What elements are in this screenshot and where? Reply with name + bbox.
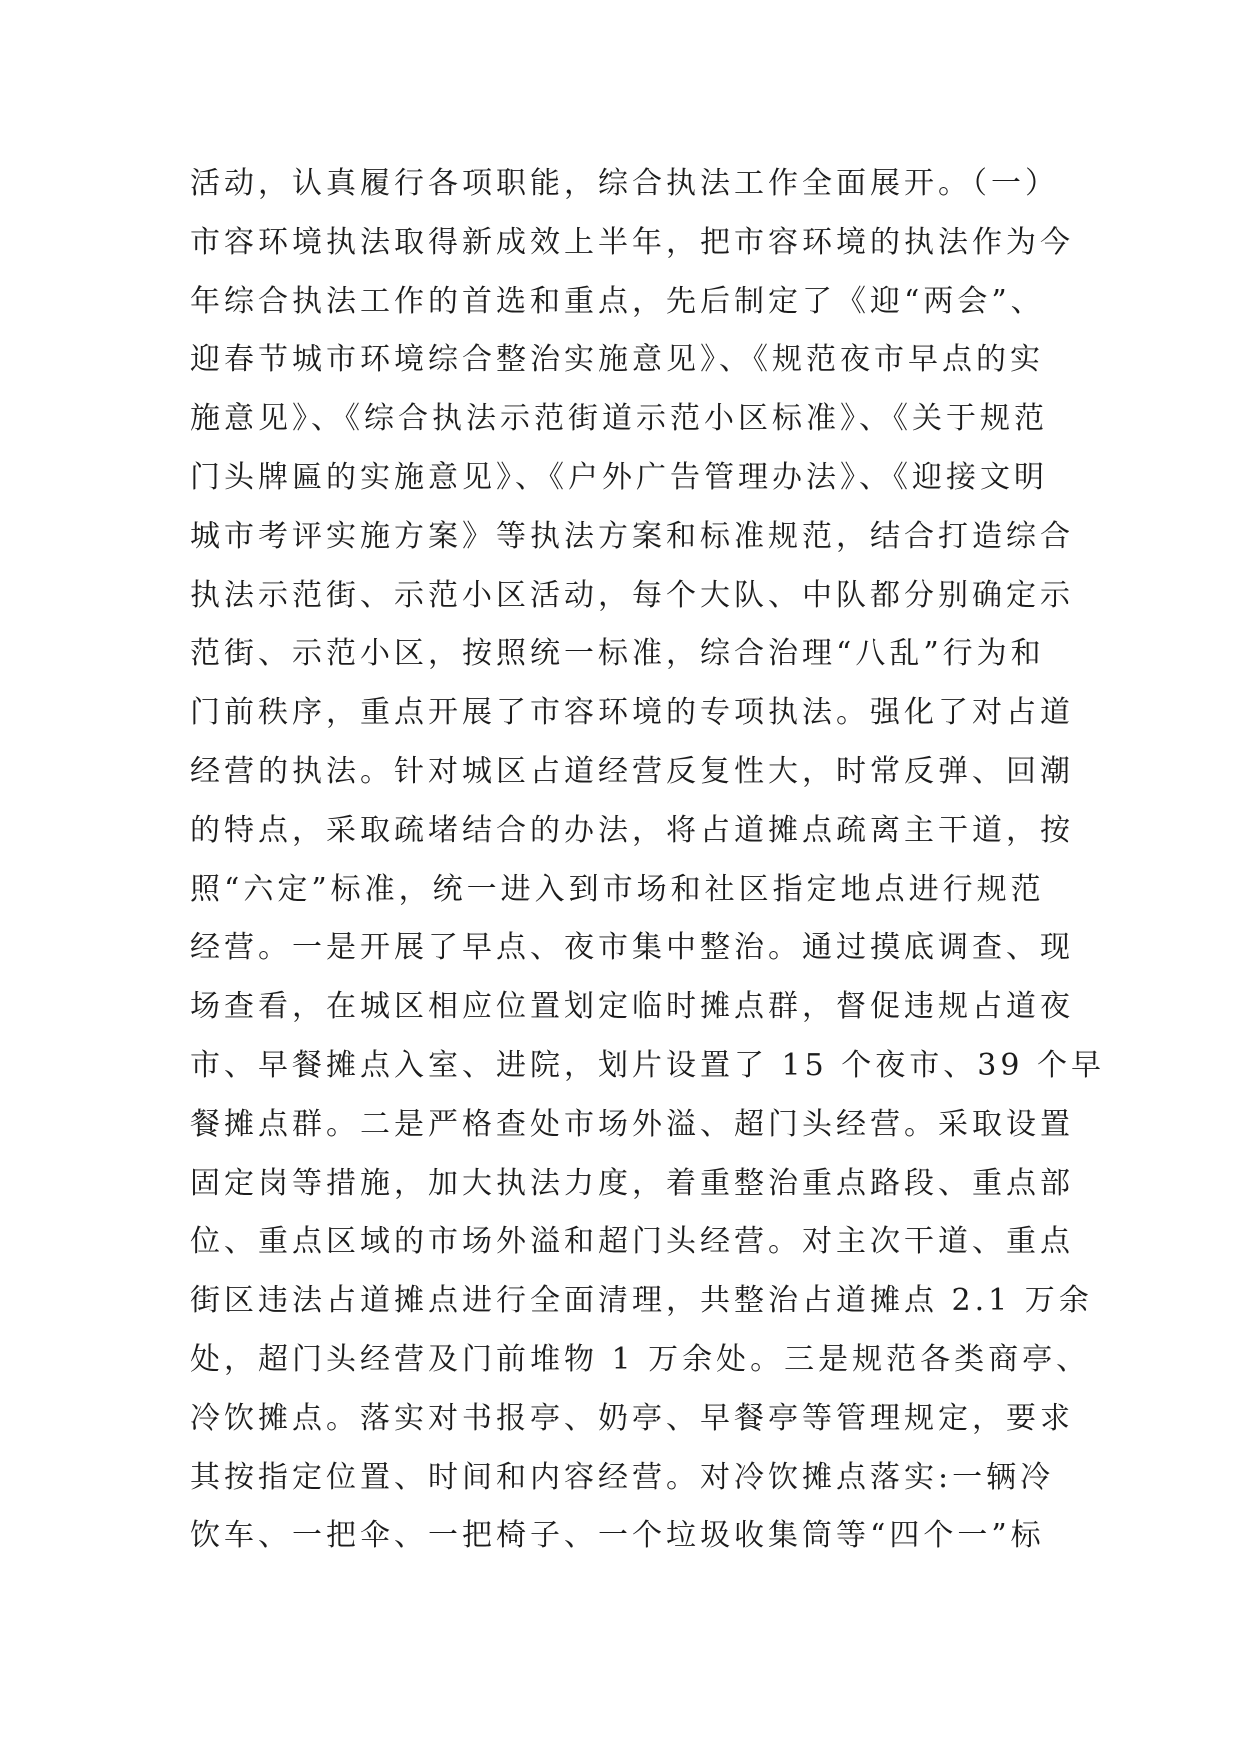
text-line-18: 固定岗等措施，加大执法力度，着重整治重点路段、重点部 [190,1165,1074,1201]
text-line-8: 执法示范街、示范小区活动，每个大队、中队都分别确定示 [190,577,1074,613]
text-line-10: 门前秩序，重点开展了市容环境的专项执法。强化了对占道 [190,695,1074,731]
text-line-1: 活动，认真履行各项职能，综合执法工作全面展开。（一） [190,166,1059,201]
body-paragraph [190,155,1105,1566]
text-line-21: 处，超门头经营及门前堆物 1 万余处。三是规范各类商亭、 [190,1341,1091,1377]
text-line-9: 范街、示范小区，按照统一标准，综合治理“八乱”行为和 [190,636,1045,672]
text-line-16: 市、早餐摊点入室、进院，划片设置了 15 个夜市、39 个早 [190,1047,1105,1083]
text-line-12: 的特点，采取疏堵结合的办法，将占道摊点疏离主干道，按 [190,812,1074,848]
text-line-17: 餐摊点群。二是严格查处市场外溢、超门头经营。采取设置 [190,1106,1074,1142]
text-line-6: 门头牌匾的实施意见》、《户外广告管理办法》、《迎接文明 [190,459,1048,495]
text-line-4: 迎春节城市环境综合整治实施意见》、《规范夜市早点的实 [190,342,1044,378]
text-line-22: 冷饮摊点。落实对书报亭、奶亭、早餐亭等管理规定，要求 [190,1400,1074,1436]
text-line-5: 施意见》、《综合执法示范街道示范小区标准》、《关于规范 [190,401,1048,437]
text-line-20: 街区违法占道摊点进行全面清理，共整治占道摊点 2.1 万余 [190,1283,1093,1319]
text-line-13: 照“六定”标准，统一进入到市场和社区指定地点进行规范 [190,871,1045,907]
text-line-11: 经营的执法。针对城区占道经营反复性大，时常反弹、回潮 [190,753,1074,789]
text-line-7: 城市考评实施方案》等执法方案和标准规范，结合打造综合 [190,518,1074,554]
text-line-2: 市容环境执法取得新成效上半年，把市容环境的执法作为今 [190,224,1074,260]
text-line-24: 饮车、一把伞、一把椅子、一个垃圾收集筒等“四个一”标 [190,1518,1045,1554]
text-line-19: 位、重点区域的市场外溢和超门头经营。对主次干道、重点 [190,1224,1074,1260]
text-line-3: 年综合执法工作的首选和重点，先后制定了《迎“两会”、 [190,283,1045,319]
text-line-14: 经营。一是开展了早点、夜市集中整治。通过摸底调查、现 [190,930,1074,966]
text-line-23: 其按指定位置、时间和内容经营。对冷饮摊点落实:一辆冷 [190,1459,1055,1495]
text-line-15: 场查看，在城区相应位置划定临时摊点群，督促违规占道夜 [190,989,1074,1025]
